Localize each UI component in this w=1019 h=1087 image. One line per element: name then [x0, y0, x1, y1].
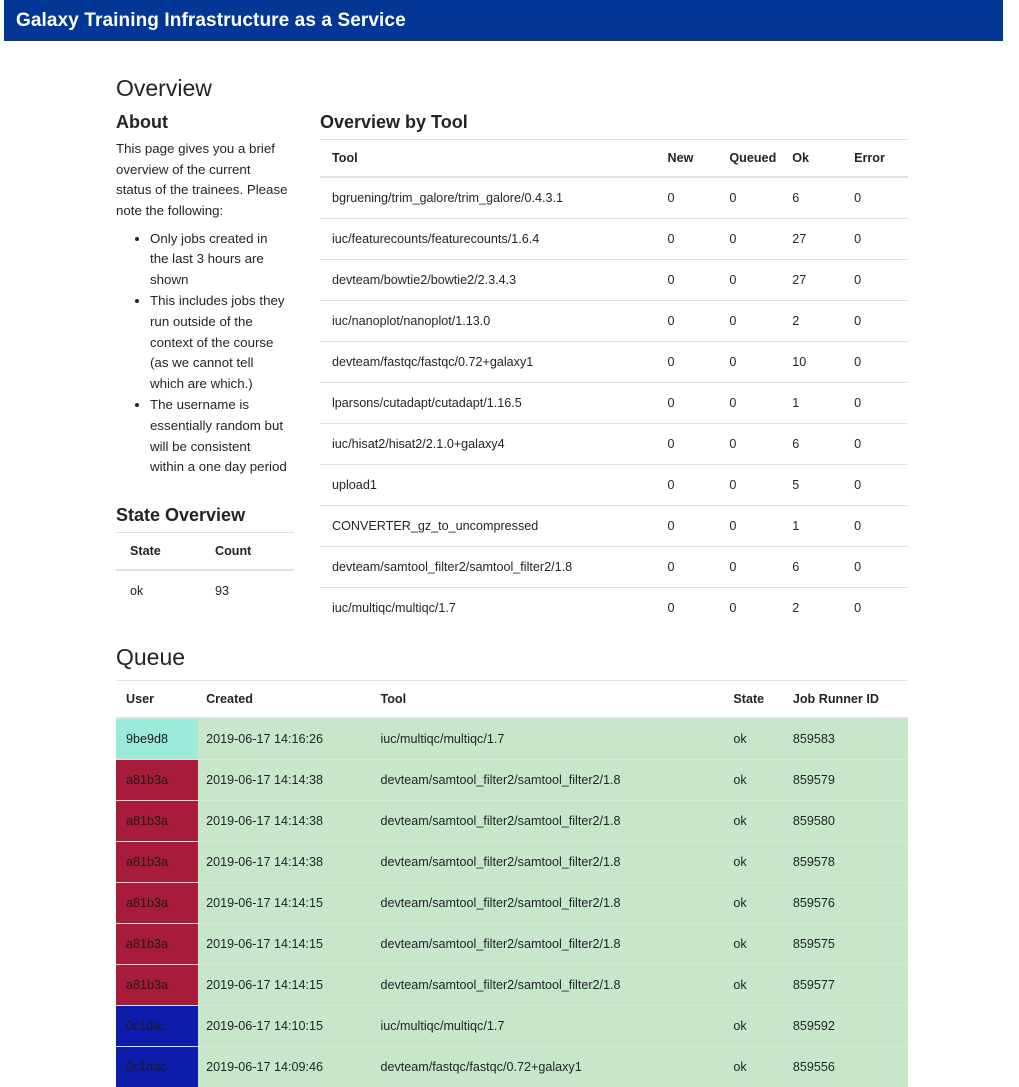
user-badge-cell: a81b3a	[116, 801, 198, 842]
created-cell: 2019-06-17 14:14:15	[198, 924, 372, 965]
job-runner-id-cell: 859583	[785, 718, 908, 760]
created-cell: 2019-06-17 14:16:26	[198, 718, 372, 760]
queued-count-cell: 0	[721, 260, 784, 301]
table-row	[116, 1006, 908, 1047]
user-badge-cell: 0c1dac	[116, 1047, 198, 1087]
tool-name-cell: devteam/bowtie2/bowtie2/2.3.4.3	[320, 260, 660, 301]
table-row	[320, 219, 908, 260]
tool-name-cell: devteam/samtool_filter2/samtool_filter2/1.8	[372, 842, 725, 883]
content-inner	[116, 75, 908, 1087]
ok-count-cell: 6	[784, 424, 846, 465]
queue-section	[116, 644, 908, 1087]
column-header-error: Error	[846, 140, 908, 178]
queue-table-body	[116, 718, 908, 1087]
tool-name-cell: devteam/fastqc/fastqc/0.72+galaxy1	[372, 1047, 725, 1087]
user-badge-cell: a81b3a	[116, 965, 198, 1006]
table-row	[320, 588, 908, 629]
table-row	[116, 883, 908, 924]
new-count-cell: 0	[660, 506, 722, 547]
queued-count-cell: 0	[721, 547, 784, 588]
overview-columns	[116, 111, 908, 629]
state-cell: ok	[725, 924, 785, 965]
count-cell: 93	[201, 570, 294, 611]
table-row	[320, 424, 908, 465]
column-header-user: User	[116, 681, 198, 719]
ok-count-cell: 6	[784, 177, 846, 219]
queue-heading: Queue	[116, 644, 186, 671]
table-row	[116, 1047, 908, 1087]
error-count-cell: 0	[846, 465, 908, 506]
job-runner-id-cell: 859556	[785, 1047, 908, 1087]
tool-name-cell: lparsons/cutadapt/cutadapt/1.16.5	[320, 383, 660, 424]
table-row	[116, 801, 908, 842]
table-row	[116, 718, 908, 760]
user-badge-cell: 0c1dac	[116, 1006, 198, 1047]
column-header-count: Count	[201, 533, 294, 571]
job-runner-id-cell: 859575	[785, 924, 908, 965]
about-bullet-list	[116, 229, 288, 478]
tool-name-cell: devteam/fastqc/fastqc/0.72+galaxy1	[320, 342, 660, 383]
error-count-cell: 0	[846, 301, 908, 342]
created-cell: 2019-06-17 14:14:38	[198, 801, 372, 842]
error-count-cell: 0	[846, 260, 908, 301]
about-heading: About	[116, 111, 168, 132]
tool-name-cell: devteam/samtool_filter2/samtool_filter2/1.8	[372, 801, 725, 842]
table-row	[320, 342, 908, 383]
queued-count-cell: 0	[721, 424, 784, 465]
error-count-cell: 0	[846, 506, 908, 547]
ok-count-cell: 2	[784, 588, 846, 629]
queued-count-cell: 0	[721, 588, 784, 629]
column-header-new: New	[660, 140, 722, 178]
table-header-row	[116, 533, 294, 571]
tool-name-cell: iuc/multiqc/multiqc/1.7	[320, 588, 660, 629]
tool-name-cell: devteam/samtool_filter2/samtool_filter2/1.8	[372, 883, 725, 924]
queued-count-cell: 0	[721, 383, 784, 424]
table-row	[320, 506, 908, 547]
error-count-cell: 0	[846, 424, 908, 465]
user-badge-cell: a81b3a	[116, 883, 198, 924]
ok-count-cell: 1	[784, 383, 846, 424]
top-navbar	[4, 0, 1003, 41]
user-badge-cell: a81b3a	[116, 924, 198, 965]
ok-count-cell: 1	[784, 506, 846, 547]
table-row	[116, 570, 294, 611]
state-cell: ok	[116, 570, 201, 611]
list-item: • Only jobs created in the last 3 hours are shown	[150, 229, 288, 291]
column-header-tool: Tool	[320, 140, 660, 178]
state-cell: ok	[725, 965, 785, 1006]
state-cell: ok	[725, 842, 785, 883]
table-row	[116, 760, 908, 801]
tool-name-cell: CONVERTER_gz_to_uncompressed	[320, 506, 660, 547]
tool-name-cell: devteam/samtool_filter2/samtool_filter2/1.8	[320, 547, 660, 588]
table-header-row	[116, 681, 908, 719]
queued-count-cell: 0	[721, 465, 784, 506]
queued-count-cell: 0	[721, 301, 784, 342]
column-header-created: Created	[198, 681, 372, 719]
column-header-job-runner-id: Job Runner ID	[785, 681, 908, 719]
table-row	[320, 260, 908, 301]
page-container	[0, 41, 1003, 1087]
table-row	[116, 924, 908, 965]
list-item: • The username is essentially random but will be consistent within a one day period	[150, 395, 288, 477]
new-count-cell: 0	[660, 177, 722, 219]
tool-name-cell: upload1	[320, 465, 660, 506]
ok-count-cell: 6	[784, 547, 846, 588]
ok-count-cell: 10	[784, 342, 846, 383]
user-badge-cell: 9be9d8	[116, 718, 198, 760]
created-cell: 2019-06-17 14:10:15	[198, 1006, 372, 1047]
new-count-cell: 0	[660, 260, 722, 301]
table-row	[320, 465, 908, 506]
new-count-cell: 0	[660, 342, 722, 383]
error-count-cell: 0	[846, 383, 908, 424]
column-header-tool: Tool	[372, 681, 725, 719]
table-row	[116, 842, 908, 883]
created-cell: 2019-06-17 14:14:15	[198, 883, 372, 924]
tool-name-cell: devteam/samtool_filter2/samtool_filter2/1.8	[372, 965, 725, 1006]
queue-table	[116, 680, 908, 1087]
tool-name-cell: bgruening/trim_galore/trim_galore/0.4.3.1	[320, 177, 660, 219]
job-runner-id-cell: 859579	[785, 760, 908, 801]
table-row	[320, 177, 908, 219]
created-cell: 2019-06-17 14:14:15	[198, 965, 372, 1006]
tool-name-cell: iuc/multiqc/multiqc/1.7	[372, 718, 725, 760]
job-runner-id-cell: 859580	[785, 801, 908, 842]
ok-count-cell: 5	[784, 465, 846, 506]
table-row	[116, 965, 908, 1006]
column-header-queued: Queued	[721, 140, 784, 178]
tool-overview-body	[320, 177, 908, 628]
new-count-cell: 0	[660, 424, 722, 465]
created-cell: 2019-06-17 14:14:38	[198, 842, 372, 883]
error-count-cell: 0	[846, 547, 908, 588]
navbar-brand[interactable]: Galaxy Training Infrastructure as a Service	[16, 9, 406, 31]
table-row	[320, 383, 908, 424]
column-header-state: State	[725, 681, 785, 719]
ok-count-cell: 27	[784, 219, 846, 260]
table-row	[320, 301, 908, 342]
queued-count-cell: 0	[721, 506, 784, 547]
tool-name-cell: devteam/samtool_filter2/samtool_filter2/1.8	[372, 924, 725, 965]
created-cell: 2019-06-17 14:14:38	[198, 760, 372, 801]
page-title: Overview	[116, 75, 212, 101]
new-count-cell: 0	[660, 465, 722, 506]
job-runner-id-cell: 859576	[785, 883, 908, 924]
state-overview-heading: State Overview	[116, 504, 246, 525]
queued-count-cell: 0	[721, 342, 784, 383]
new-count-cell: 0	[660, 547, 722, 588]
user-badge-cell: a81b3a	[116, 842, 198, 883]
error-count-cell: 0	[846, 219, 908, 260]
tool-overview-table	[320, 139, 908, 628]
about-paragraph: This page gives you a brief overview of the current status of the trainees. Please note the following:	[116, 141, 288, 218]
new-count-cell: 0	[660, 588, 722, 629]
state-cell: ok	[725, 1047, 785, 1087]
left-column	[116, 111, 296, 612]
state-cell: ok	[725, 883, 785, 924]
job-runner-id-cell: 859578	[785, 842, 908, 883]
new-count-cell: 0	[660, 301, 722, 342]
ok-count-cell: 27	[784, 260, 846, 301]
ok-count-cell: 2	[784, 301, 846, 342]
job-runner-id-cell: 859577	[785, 965, 908, 1006]
error-count-cell: 0	[846, 588, 908, 629]
state-cell: ok	[725, 801, 785, 842]
state-cell: ok	[725, 1006, 785, 1047]
job-runner-id-cell: 859592	[785, 1006, 908, 1047]
state-cell: ok	[725, 760, 785, 801]
error-count-cell: 0	[846, 342, 908, 383]
state-overview-table	[116, 532, 294, 611]
user-badge-cell: a81b3a	[116, 760, 198, 801]
tool-name-cell: iuc/hisat2/hisat2/2.1.0+galaxy4	[320, 424, 660, 465]
new-count-cell: 0	[660, 219, 722, 260]
new-count-cell: 0	[660, 383, 722, 424]
queued-count-cell: 0	[721, 177, 784, 219]
created-cell: 2019-06-17 14:09:46	[198, 1047, 372, 1087]
tool-name-cell: iuc/multiqc/multiqc/1.7	[372, 1006, 725, 1047]
error-count-cell: 0	[846, 177, 908, 219]
column-header-ok: Ok	[784, 140, 846, 178]
queued-count-cell: 0	[721, 219, 784, 260]
right-column	[320, 111, 908, 629]
tool-name-cell: devteam/samtool_filter2/samtool_filter2/1.8	[372, 760, 725, 801]
tool-name-cell: iuc/featurecounts/featurecounts/1.6.4	[320, 219, 660, 260]
table-row	[320, 547, 908, 588]
list-item: • This includes jobs they run outside of the context of the course (as we cannot tell which are which.)	[150, 291, 288, 394]
state-cell: ok	[725, 718, 785, 760]
tool-overview-heading: Overview by Tool	[320, 111, 468, 132]
column-header-state: State	[116, 533, 201, 571]
table-header-row	[320, 140, 908, 178]
tool-name-cell: iuc/nanoplot/nanoplot/1.13.0	[320, 301, 660, 342]
